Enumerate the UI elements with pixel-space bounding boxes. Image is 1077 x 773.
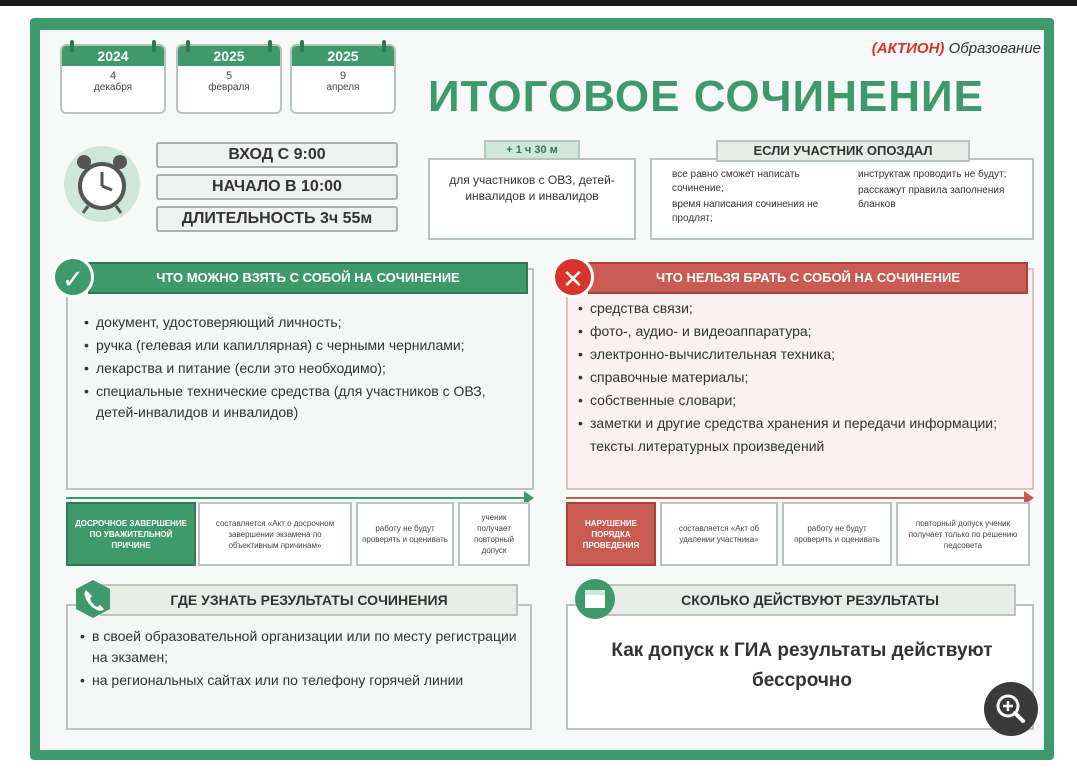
- flow-left-2: составляется «Акт о досрочном завершении экзамена по объективным причинам»: [198, 502, 352, 566]
- date-year: 2025: [178, 46, 280, 66]
- list-item: • лекарства и питание (если это необходимо);: [82, 358, 522, 379]
- ovz-extra-time: + 1 ч 30 м: [484, 140, 580, 160]
- late-box: [650, 158, 1034, 240]
- top-bar: [0, 0, 1077, 6]
- forbidden-list: [576, 298, 1026, 459]
- date-year: 2024: [62, 46, 164, 66]
- zoom-in-icon: [984, 682, 1038, 736]
- alarm-clock-icon: [64, 146, 140, 222]
- date-day: 5: [225, 70, 233, 82]
- validity-text: Как допуск к ГИА результаты действуют бессрочно: [611, 640, 993, 691]
- date-month: февраля: [208, 82, 250, 93]
- late-left-col: [672, 168, 842, 228]
- calendar-icon: [574, 578, 616, 620]
- list-item: • заметки и другие средства хранения и передачи информации;: [576, 413, 1026, 434]
- late-right-col: [858, 168, 1028, 214]
- validity-title: СКОЛЬКО ДЕЙСТВУЮТ РЕЗУЛЬТАТЫ: [604, 584, 1016, 616]
- page-title: ИТОГОВОЕ СОЧИНЕНИЕ: [428, 72, 985, 121]
- list-item: • на региональных сайтах или по телефону горячей линии: [78, 670, 524, 691]
- start-time: НАЧАЛО В 10:00: [156, 174, 398, 200]
- flow-arrow-right: [566, 497, 1028, 499]
- date-day: 4: [109, 70, 117, 82]
- date-month: декабря: [93, 82, 133, 93]
- flow-right-1: НАРУШЕНИЕ ПОРЯДКА ПРОВЕДЕНИЯ: [566, 502, 656, 566]
- allowed-title: ЧТО МОЖНО ВЗЯТЬ С СОБОЙ НА СОЧИНЕНИЕ: [88, 262, 528, 294]
- check-icon: ✓: [52, 256, 94, 298]
- late-item: все равно сможет написать сочинение;: [672, 169, 800, 194]
- phone-icon: [72, 578, 114, 620]
- duration: ДЛИТЕЛЬНОСТЬ 3ч 55м: [156, 206, 398, 232]
- brand-suffix: Образование: [948, 40, 1041, 57]
- cross-icon: ✕: [552, 256, 594, 298]
- date-year: 2025: [292, 46, 394, 66]
- date-month: апреля: [326, 82, 360, 93]
- list-item: • ручка (гелевая или капиллярная) с черными чернилами;: [82, 335, 522, 356]
- list-item: • средства связи;: [576, 298, 1026, 319]
- flow-left-4: ученик получает повторный допуск: [458, 502, 530, 566]
- list-item: • электронно-вычислительная техника;: [576, 344, 1026, 365]
- list-item: • собственные словари;: [576, 390, 1026, 411]
- flow-right-2: составляется «Акт об удалении участника»: [660, 502, 778, 566]
- flow-left-3: работу не будут проверять и оценивать: [356, 502, 454, 566]
- ovz-text: для участников с ОВЗ, детей-инвалидов и инвалидов: [449, 173, 615, 203]
- list-item: • справочные материалы;: [576, 367, 1026, 388]
- brand-logo: [872, 40, 1041, 57]
- date-card-2: [176, 44, 282, 114]
- forbidden-title: ЧТО НЕЛЬЗЯ БРАТЬ С СОБОЙ НА СОЧИНЕНИЕ: [588, 262, 1028, 294]
- date-day: 9: [339, 70, 347, 82]
- flow-left-1: ДОСРОЧНОЕ ЗАВЕРШЕНИЕ ПО УВАЖИТЕЛЬНОЙ ПРИЧИНЕ: [66, 502, 196, 566]
- list-item: тексты литературных произведений: [590, 438, 825, 454]
- where-title: ГДЕ УЗНАТЬ РЕЗУЛЬТАТЫ СОЧИНЕНИЯ: [100, 584, 518, 616]
- list-item: • в своей образовательной организации или по месту регистрации на экзамен;: [78, 626, 524, 668]
- allowed-box: [66, 268, 534, 490]
- entry-time: ВХОД С 9:00: [156, 142, 398, 168]
- flow-arrow-left: [66, 497, 528, 499]
- where-list: [78, 626, 524, 693]
- date-card-3: [290, 44, 396, 114]
- date-card-1: [60, 44, 166, 114]
- forbidden-box: [566, 268, 1034, 490]
- brand-name: (АКТИОН): [871, 40, 945, 57]
- zoom-button[interactable]: [984, 682, 1038, 736]
- late-item: время написания сочинения не продлят;: [672, 199, 819, 224]
- late-item: расскажут правила заполнения бланков: [858, 185, 1005, 210]
- list-item: • документ, удостоверяющий личность;: [82, 312, 522, 333]
- ovz-box: [428, 158, 636, 240]
- list-item: • фото-, аудио- и видеоаппаратура;: [576, 321, 1026, 342]
- flow-right-4: повторный допуск ученик получает только по решению педсовета: [896, 502, 1030, 566]
- where-box: [66, 604, 532, 730]
- allowed-list: [82, 312, 522, 425]
- flow-right-3: работу не будут проверять и оценивать: [782, 502, 892, 566]
- late-title: ЕСЛИ УЧАСТНИК ОПОЗДАЛ: [716, 140, 970, 162]
- list-item: • специальные технические средства (для участников с ОВЗ, детей-инвалидов и инвалидов): [82, 381, 522, 423]
- late-item: инструктаж проводить не будут;: [858, 169, 1007, 180]
